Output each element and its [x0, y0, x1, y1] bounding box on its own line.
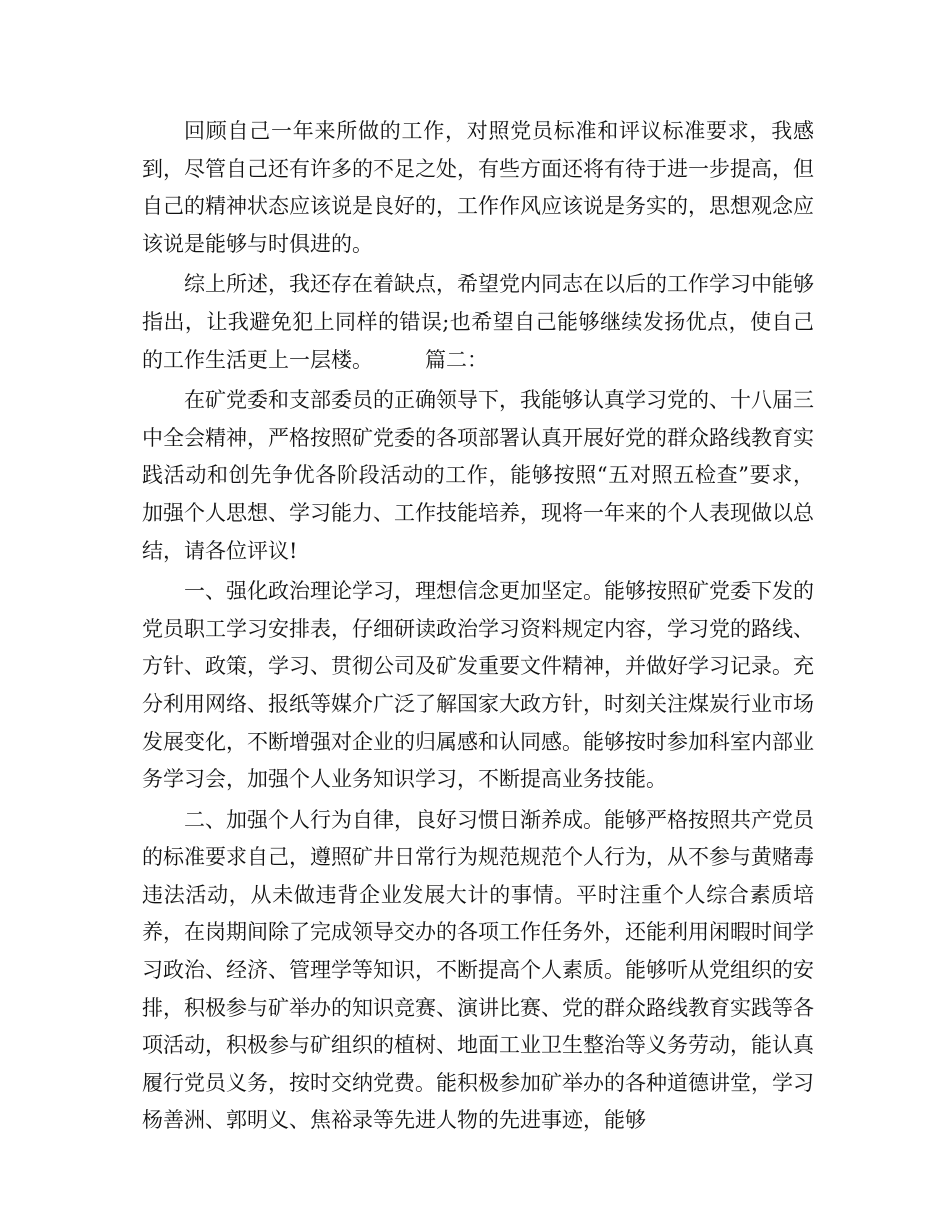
paragraph-summary: [142, 266, 814, 379]
paragraph-text: 在矿党委和支部委员的正确领导下，我能够认真学习党的、十八届三中全会精神，严格按照矿党委的各项部署认真开展好党的群众路线教育实践活动和创先争优各阶段活动的工作，能够按照“五对照五检查”要求，加强个人思想、学习能力、工作技能培养，现将一年来的个人表现做以总结，请各位评议!: [142, 388, 814, 563]
document-page: [142, 113, 814, 1140]
paragraph-introduction: [142, 382, 814, 570]
section-heading-part-two: 篇二：: [425, 347, 488, 372]
paragraph-text: 二、加强个人行为自律，良好习惯日渐养成。能够严格按照共产党员的标准要求自己，遵照矿井日常行为规范规范个人行为，从不参与黄赌毒违法活动，从未做违背企业发展大计的事情。平时注重个人综合素质培养，在岗期间除了完成领导交办的各项工作任务外，还能利用闲暇时间学习政治、经济、管理学等知识，不断提高个人素质。能够听从党组织的安排，积极参与矿举办的知识竞赛、演讲比赛、党的群众路线教育实践等各项活动，积极参与矿组织的植树、地面工业卫生整治等义务劳动，能认真履行党员义务，按时交纳党费。能积极参加矿举办的各种道德讲堂，学习杨善洲、郭明义、焦裕录等先进人物的先进事迹，能够: [142, 807, 814, 1133]
paragraph-point-one: [142, 573, 814, 799]
paragraph-point-two: [142, 802, 814, 1140]
paragraph-text: 一、强化政治理论学习，理想信念更加坚定。能够按照矿党委下发的党员职工学习安排表，仔细研读政治学习资料规定内容，学习党的路线、方针、政策，学习、贯彻公司及矿发重要文件精神，并做好学习记录。充分利用网络、报纸等媒介广泛了解国家大政方针，时刻关注煤炭行业市场发展变化，不断增强对企业的归属感和认同感。能够按时参加科室内部业务学习会，加强个人业务知识学习，不断提高业务技能。: [142, 579, 814, 792]
paragraph-review: [142, 113, 814, 263]
paragraph-text: 回顾自己一年来所做的工作，对照党员标准和评议标准要求，我感到，尽管自己还有许多的不足之处，有些方面还将有待于进一步提高，但自己的精神状态应该说是良好的，工作作风应该说是务实的，思想观念应该说是能够与时俱进的。: [142, 119, 814, 256]
paragraph-text: 综上所述，我还存在着缺点，希望党内同志在以后的工作学习中能够指出，让我避免犯上同样的错误;也希望自己能够继续发扬优点，使自己的工作生活更上一层楼。: [142, 272, 814, 372]
